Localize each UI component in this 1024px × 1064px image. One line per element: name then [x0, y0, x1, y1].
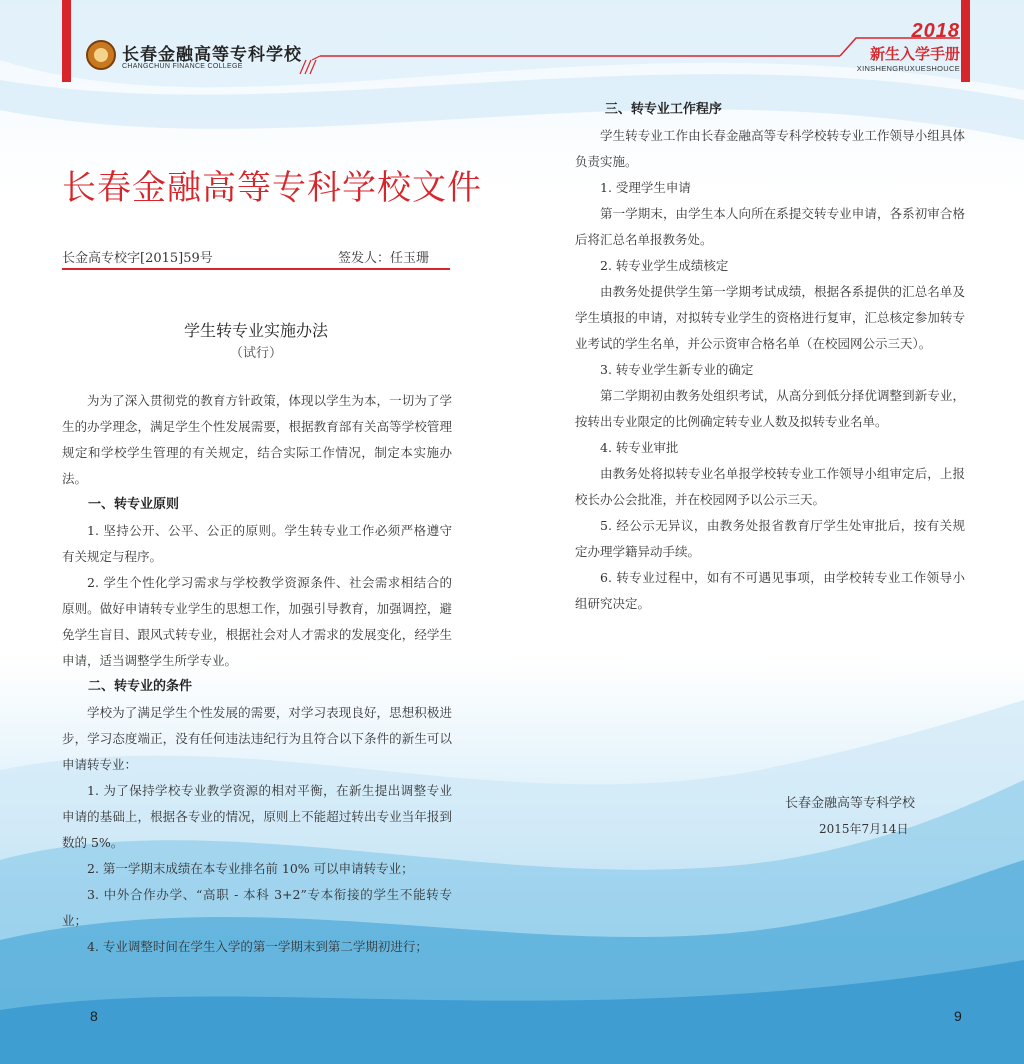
paragraph: 学生转专业工作由长春金融高等专科学校转专业工作领导小组具体负责实施。 — [575, 128, 965, 169]
handbook-pinyin: XINSHENGRUXUESHOUCE — [856, 64, 960, 73]
paragraph: 5. 经公示无异议，由教务处报省教育厅学生处审批后，按有关规定办理学籍异动手续。 — [575, 518, 965, 559]
paragraph: 1. 为了保持学校专业教学资源的相对平衡，在新生提出调整专业申请的基础上，根据各专业的情况，原则上不能超过转出专业当年报到数的 5%。 — [62, 783, 452, 850]
paragraph: 3. 中外合作办学、“高职 - 本科 3+2”专本衔接的学生不能转专业； — [62, 887, 452, 928]
section-heading: 一、转专业原则 — [88, 497, 180, 512]
paragraph: 第一学期末，由学生本人向所在系提交转专业申请，各系初审合格后将汇总名单报教务处。 — [575, 206, 965, 247]
page-number-right: 9 — [954, 1008, 962, 1024]
regulation-title: 学生转专业实施办法 — [183, 321, 328, 340]
title-divider — [62, 268, 450, 270]
step-title: 1. 受理学生申请 — [600, 180, 691, 195]
page-number-left: 8 — [90, 1008, 98, 1024]
paragraph: 2. 第一学期末成绩在本专业排名前 10% 可以申请转专业； — [87, 861, 414, 876]
college-seal-icon — [86, 40, 116, 70]
document-number: 长金高专校字[2015]59号 — [62, 251, 213, 266]
signature-school: 长春金融高等专科学校 — [785, 796, 916, 811]
step-title: 3. 转专业学生新专业的确定 — [600, 362, 754, 377]
handbook-title: 新生入学手册 — [869, 45, 960, 63]
paragraph: 由教务处将拟转专业名单报学校转专业工作领导小组审定后，上报校长办公会批准，并在校园网予以公示三天。 — [575, 466, 965, 507]
left-page-body — [62, 388, 452, 960]
handbook-year: 2018 — [911, 20, 960, 42]
paragraph: 4. 专业调整时间在学生入学的第一学期末到第二学期初进行； — [87, 939, 428, 954]
paragraph: 第二学期初由教务处组织考试，从高分到低分择优调整到新专业，按转出专业限定的比例确定转专业人数及拟转专业名单。 — [575, 388, 965, 429]
paragraph: 由教务处提供学生第一学期考试成绩，根据各系提供的汇总名单及学生填报的申请，对拟转专业学生的资格进行复审，汇总核定参加转专业考试的学生名单，并公示资审合格名单（在校园网公示三天）。 — [575, 284, 965, 351]
document-title: 长春金融高等专科学校文件 — [62, 168, 482, 208]
document-signer: 签发人：任玉珊 — [338, 251, 430, 266]
logo-chinese-name: 长春金融高等专科学校 — [122, 45, 302, 65]
logo-english-name: CHANGCHUN FINANCE COLLEGE — [122, 63, 243, 70]
paragraph: 6. 转专业过程中，如有不可遇见事项，由学校转专业工作领导小组研究决定。 — [575, 570, 965, 611]
paragraph: 2. 学生个性化学习需求与学校教学资源条件、社会需求相结合的原则。做好申请转专业学生的思想工作，加强引导教育，加强调控，避免学生盲目、跟风式转专业，根据社会对人才需求的发展变化，经学生申请，适当调整学生所学专业。 — [62, 575, 452, 668]
section-heading: 二、转专业的条件 — [88, 679, 193, 694]
signature-date: 2015年7月14日 — [819, 822, 909, 836]
step-title: 2. 转专业学生成绩核定 — [600, 258, 729, 273]
college-logo — [86, 38, 306, 78]
right-page-body — [575, 97, 965, 617]
paragraph: 1. 坚持公开、公平、公正的原则。学生转专业工作必须严格遵守有关规定与程序。 — [62, 523, 452, 564]
section-heading: 三、转专业工作程序 — [604, 102, 722, 117]
paragraph: 学校为了满足学生个性发展的需要，对学习表现良好，思想积极进步，学习态度端正，没有任何违法违纪行为且符合以下条件的新生可以申请转专业： — [62, 705, 452, 772]
intro-paragraph: 为为了深入贯彻党的教育方针政策，体现以学生为本，一切为了学生的办学理念，满足学生个性发展需要，根据教育部有关高等学校管理规定和学校学生管理的有关规定，结合实际工作情况，制定本实施办法。 — [62, 393, 452, 486]
regulation-subtitle: （试行） — [229, 346, 282, 361]
step-title: 4. 转专业审批 — [600, 440, 679, 455]
left-red-bar — [62, 0, 71, 82]
right-red-bar — [961, 0, 970, 82]
